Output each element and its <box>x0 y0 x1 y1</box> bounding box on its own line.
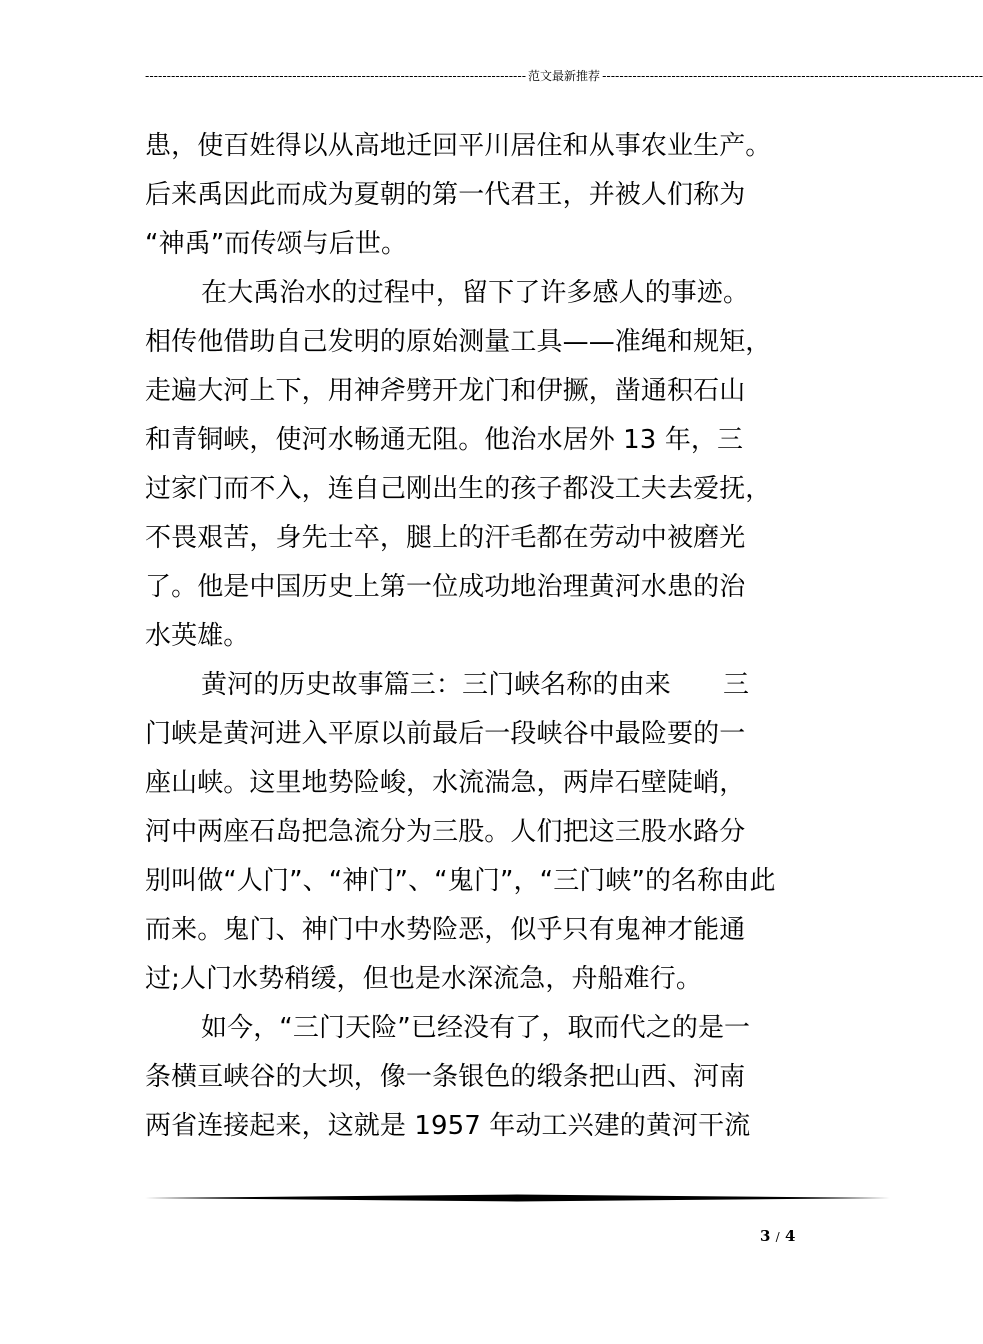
text-line: 如今，“三门天险”已经没有了，取而代之的是一 <box>201 1013 751 1043</box>
text-line: 门峡是黄河进入平原以前最后一段峡谷中最险要的一 <box>145 719 746 749</box>
document-body <box>145 122 835 1151</box>
page-header <box>145 66 983 86</box>
text-line: 患，使百姓得以从高地迁回平川居住和从事农业生产。 <box>145 131 772 161</box>
page-number <box>760 1226 820 1247</box>
text-line: 不畏艰苦，身先士卒，腿上的汗毛都在劳动中被磨光 <box>145 523 746 553</box>
text-line: 过家门而不入，连自己刚出生的孩子都没工夫去爱抚， <box>145 474 772 504</box>
header-left-dashes: ---------------------------------------------------------------------------------------- <box>145 69 527 83</box>
text-line: 水英雄。 <box>145 621 250 651</box>
text-line: 两省连接起来，这就是 1957 年动工兴建的黄河干流 <box>145 1111 751 1141</box>
text-line: 了。他是中国历史上第一位成功地治理黄河水患的治 <box>145 572 746 602</box>
header-title: 范文最新推荐 <box>528 69 601 83</box>
text-line: 黄河的历史故事篇三：三门峡名称的由来 三 <box>201 670 750 700</box>
text-line: 别叫做“人门”、“神门”、“鬼门”，“三门峡”的名称由此 <box>145 866 776 896</box>
text-line: 走遍大河上下，用神斧劈开龙门和伊撅，凿通积石山 <box>145 376 746 406</box>
page-current: 3 <box>760 1227 771 1245</box>
page-separator: / <box>775 1230 780 1244</box>
text-line: 河中两座石岛把急流分为三股。人们把这三股水路分 <box>145 817 746 847</box>
text-line: 和青铜峡，使河水畅通无阻。他治水居外 13 年，三 <box>145 425 744 455</box>
text-line: 过;人门水势稍缓，但也是水深流急，舟船难行。 <box>145 964 702 994</box>
text-line: 座山峡。这里地势险峻，水流湍急，两岸石壁陡峭， <box>145 768 746 798</box>
page-total: 4 <box>784 1227 796 1245</box>
text-line: 而来。鬼门、神门中水势险恶，似乎只有鬼神才能通 <box>145 915 746 945</box>
text-line: “神禹”而传颂与后世。 <box>145 229 408 259</box>
text-line: 相传他借助自己发明的原始测量工具——准绳和规矩， <box>145 327 772 357</box>
footer-divider <box>145 1194 890 1202</box>
text-line: 后来禹因此而成为夏朝的第一代君王，并被人们称为 <box>145 180 746 210</box>
header-right-dashes: ---------------------------------------------------------------------------------------- <box>602 69 983 83</box>
text-line: 在大禹治水的过程中，留下了许多感人的事迹。 <box>201 278 750 308</box>
text-line: 条横亘峡谷的大坝，像一条银色的缎条把山西、河南 <box>145 1062 746 1092</box>
